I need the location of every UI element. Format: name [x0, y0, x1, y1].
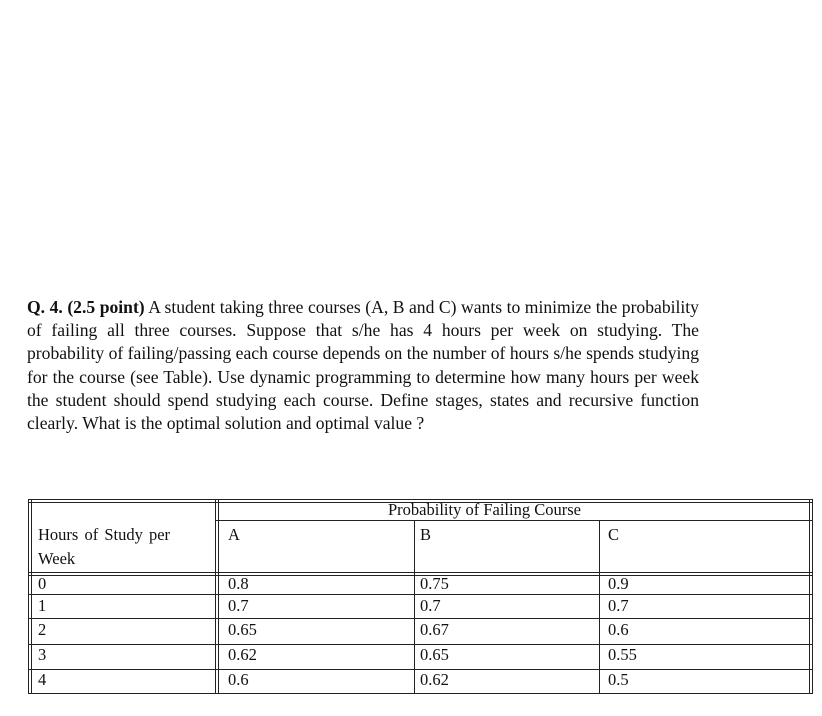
- question-text: A student taking three courses (A, B and C) wants to minimize the probability of failing all three courses. Suppose that s/he has 4 hours per week on studying. The probability of failing/passing each course depends on the number of hours s/he spends studying for the course (see Table). Use dynamic programming to determine how many hours per week the student should spend studying each course. Define stages, states and recursive function clearly. What is the optimal solution and optimal value ?: [27, 297, 699, 434]
- group-header: Probability of Failing Course: [388, 500, 581, 519]
- table-cell-b: 0.67: [420, 620, 449, 639]
- column-header-a: A: [228, 525, 240, 544]
- table-cell-a: 0.7: [228, 596, 249, 615]
- table-cell-c: 0.7: [608, 596, 629, 615]
- table-cell-c: 0.6: [608, 620, 629, 639]
- question-paragraph: [27, 296, 699, 435]
- table-cell-b: 0.75: [420, 574, 449, 593]
- table-cell-hours: 1: [38, 596, 47, 615]
- row-header-line1: Hours of Study per: [38, 525, 171, 544]
- column-header-c: C: [608, 525, 620, 544]
- row-header-line2: Week: [38, 549, 76, 568]
- table-cell-b: 0.7: [420, 596, 441, 615]
- table-cell-a: 0.65: [228, 620, 257, 639]
- table-cell-a: 0.62: [228, 645, 257, 664]
- table-cell-c: 0.55: [608, 645, 637, 664]
- table-cell-hours: 0: [38, 574, 47, 593]
- table-cell-hours: 4: [38, 670, 47, 689]
- table-cell-b: 0.65: [420, 645, 449, 664]
- probability-table: [28, 499, 813, 694]
- question-points: (2.5 point): [67, 297, 145, 317]
- table-cell-c: 0.9: [608, 574, 629, 593]
- table-cell-hours: 2: [38, 620, 47, 639]
- question-label: Q. 4.: [27, 297, 63, 317]
- table-cell-a: 0.8: [228, 574, 249, 593]
- table-cell-a: 0.6: [228, 670, 249, 689]
- column-header-b: B: [420, 525, 432, 544]
- table-cell-hours: 3: [38, 645, 47, 664]
- table-cell-c: 0.5: [608, 670, 629, 689]
- table-cell-b: 0.62: [420, 670, 449, 689]
